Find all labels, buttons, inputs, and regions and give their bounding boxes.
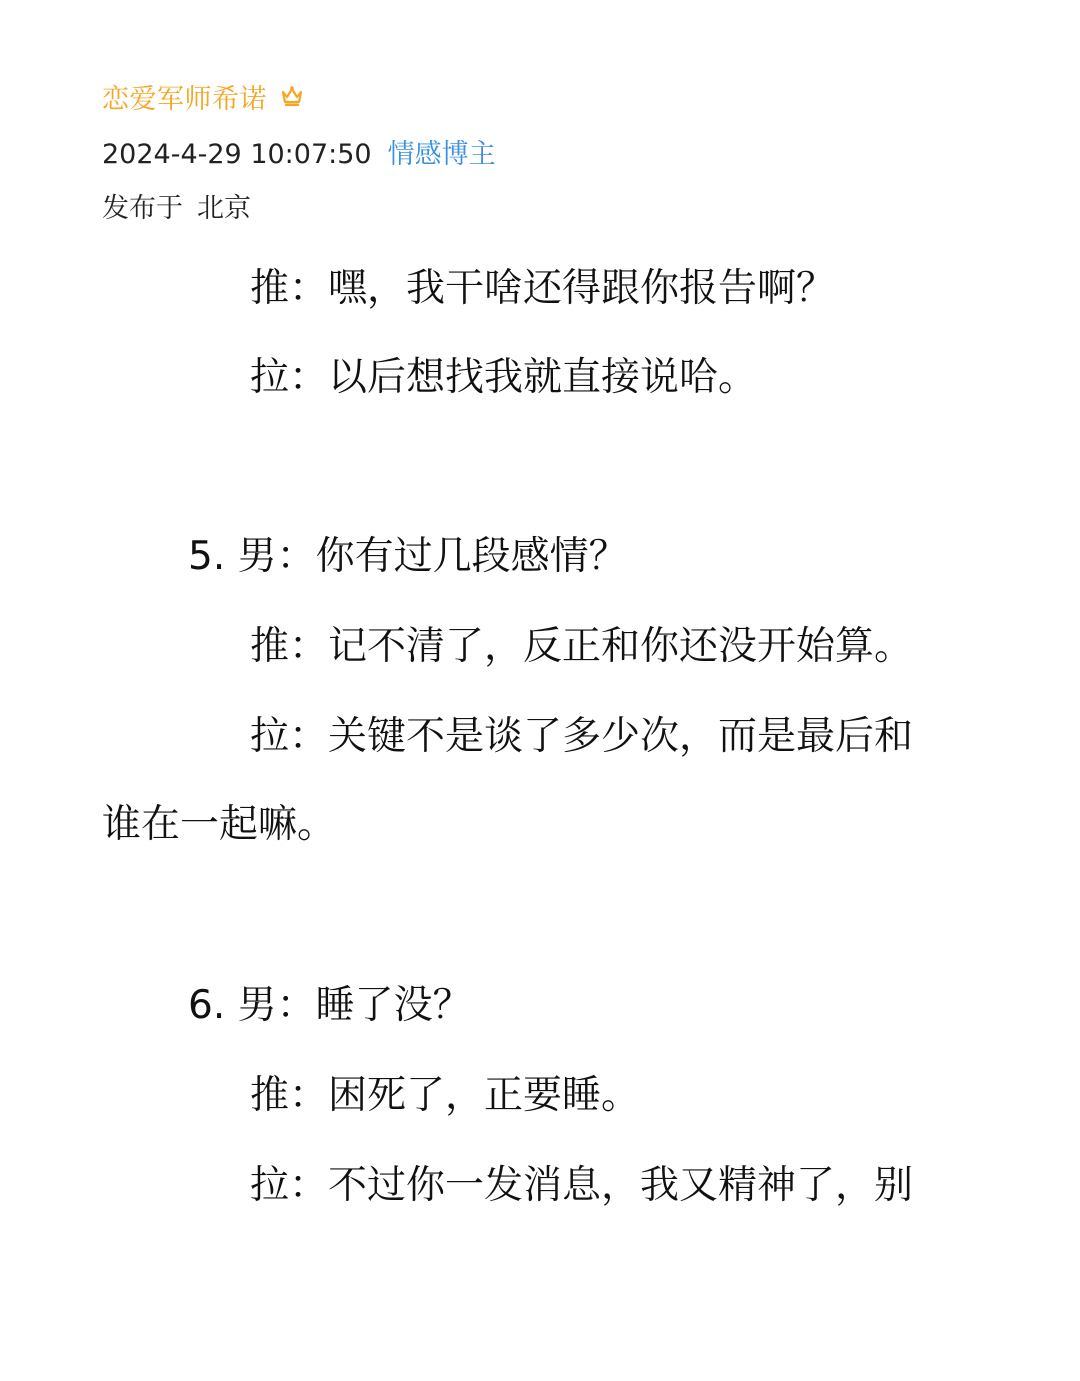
crown-icon	[279, 83, 305, 109]
content-line: 谁在一起嘛。	[102, 802, 337, 847]
post-header	[102, 76, 496, 224]
author-row	[102, 76, 305, 116]
content-line: 推：困死了，正要睡。	[250, 1073, 641, 1118]
location-name: 北京	[197, 193, 251, 224]
author-name[interactable]: 恋爱军师希诺	[102, 83, 267, 115]
content-line: 拉：不过你一发消息，我又精神了，别	[250, 1163, 914, 1208]
user-tag[interactable]: 情感博主	[387, 139, 496, 170]
post-timestamp: 2024-4-29 10:07:50	[102, 139, 372, 170]
content-line: 推：嘿，我干啥还得跟你报告啊？	[250, 266, 836, 311]
location-row	[102, 186, 251, 225]
content-line: 6. 男：睡了没？	[188, 983, 472, 1028]
content-line: 拉：以后想找我就直接说哈。	[250, 355, 758, 400]
meta-row	[102, 132, 496, 171]
content-line: 5. 男：你有过几段感情？	[188, 534, 628, 579]
location-prefix: 发布于	[102, 193, 183, 224]
content-line: 拉：关键不是谈了多少次，而是最后和	[250, 714, 914, 759]
content-line: 推：记不清了，反正和你还没开始算。	[250, 624, 914, 669]
